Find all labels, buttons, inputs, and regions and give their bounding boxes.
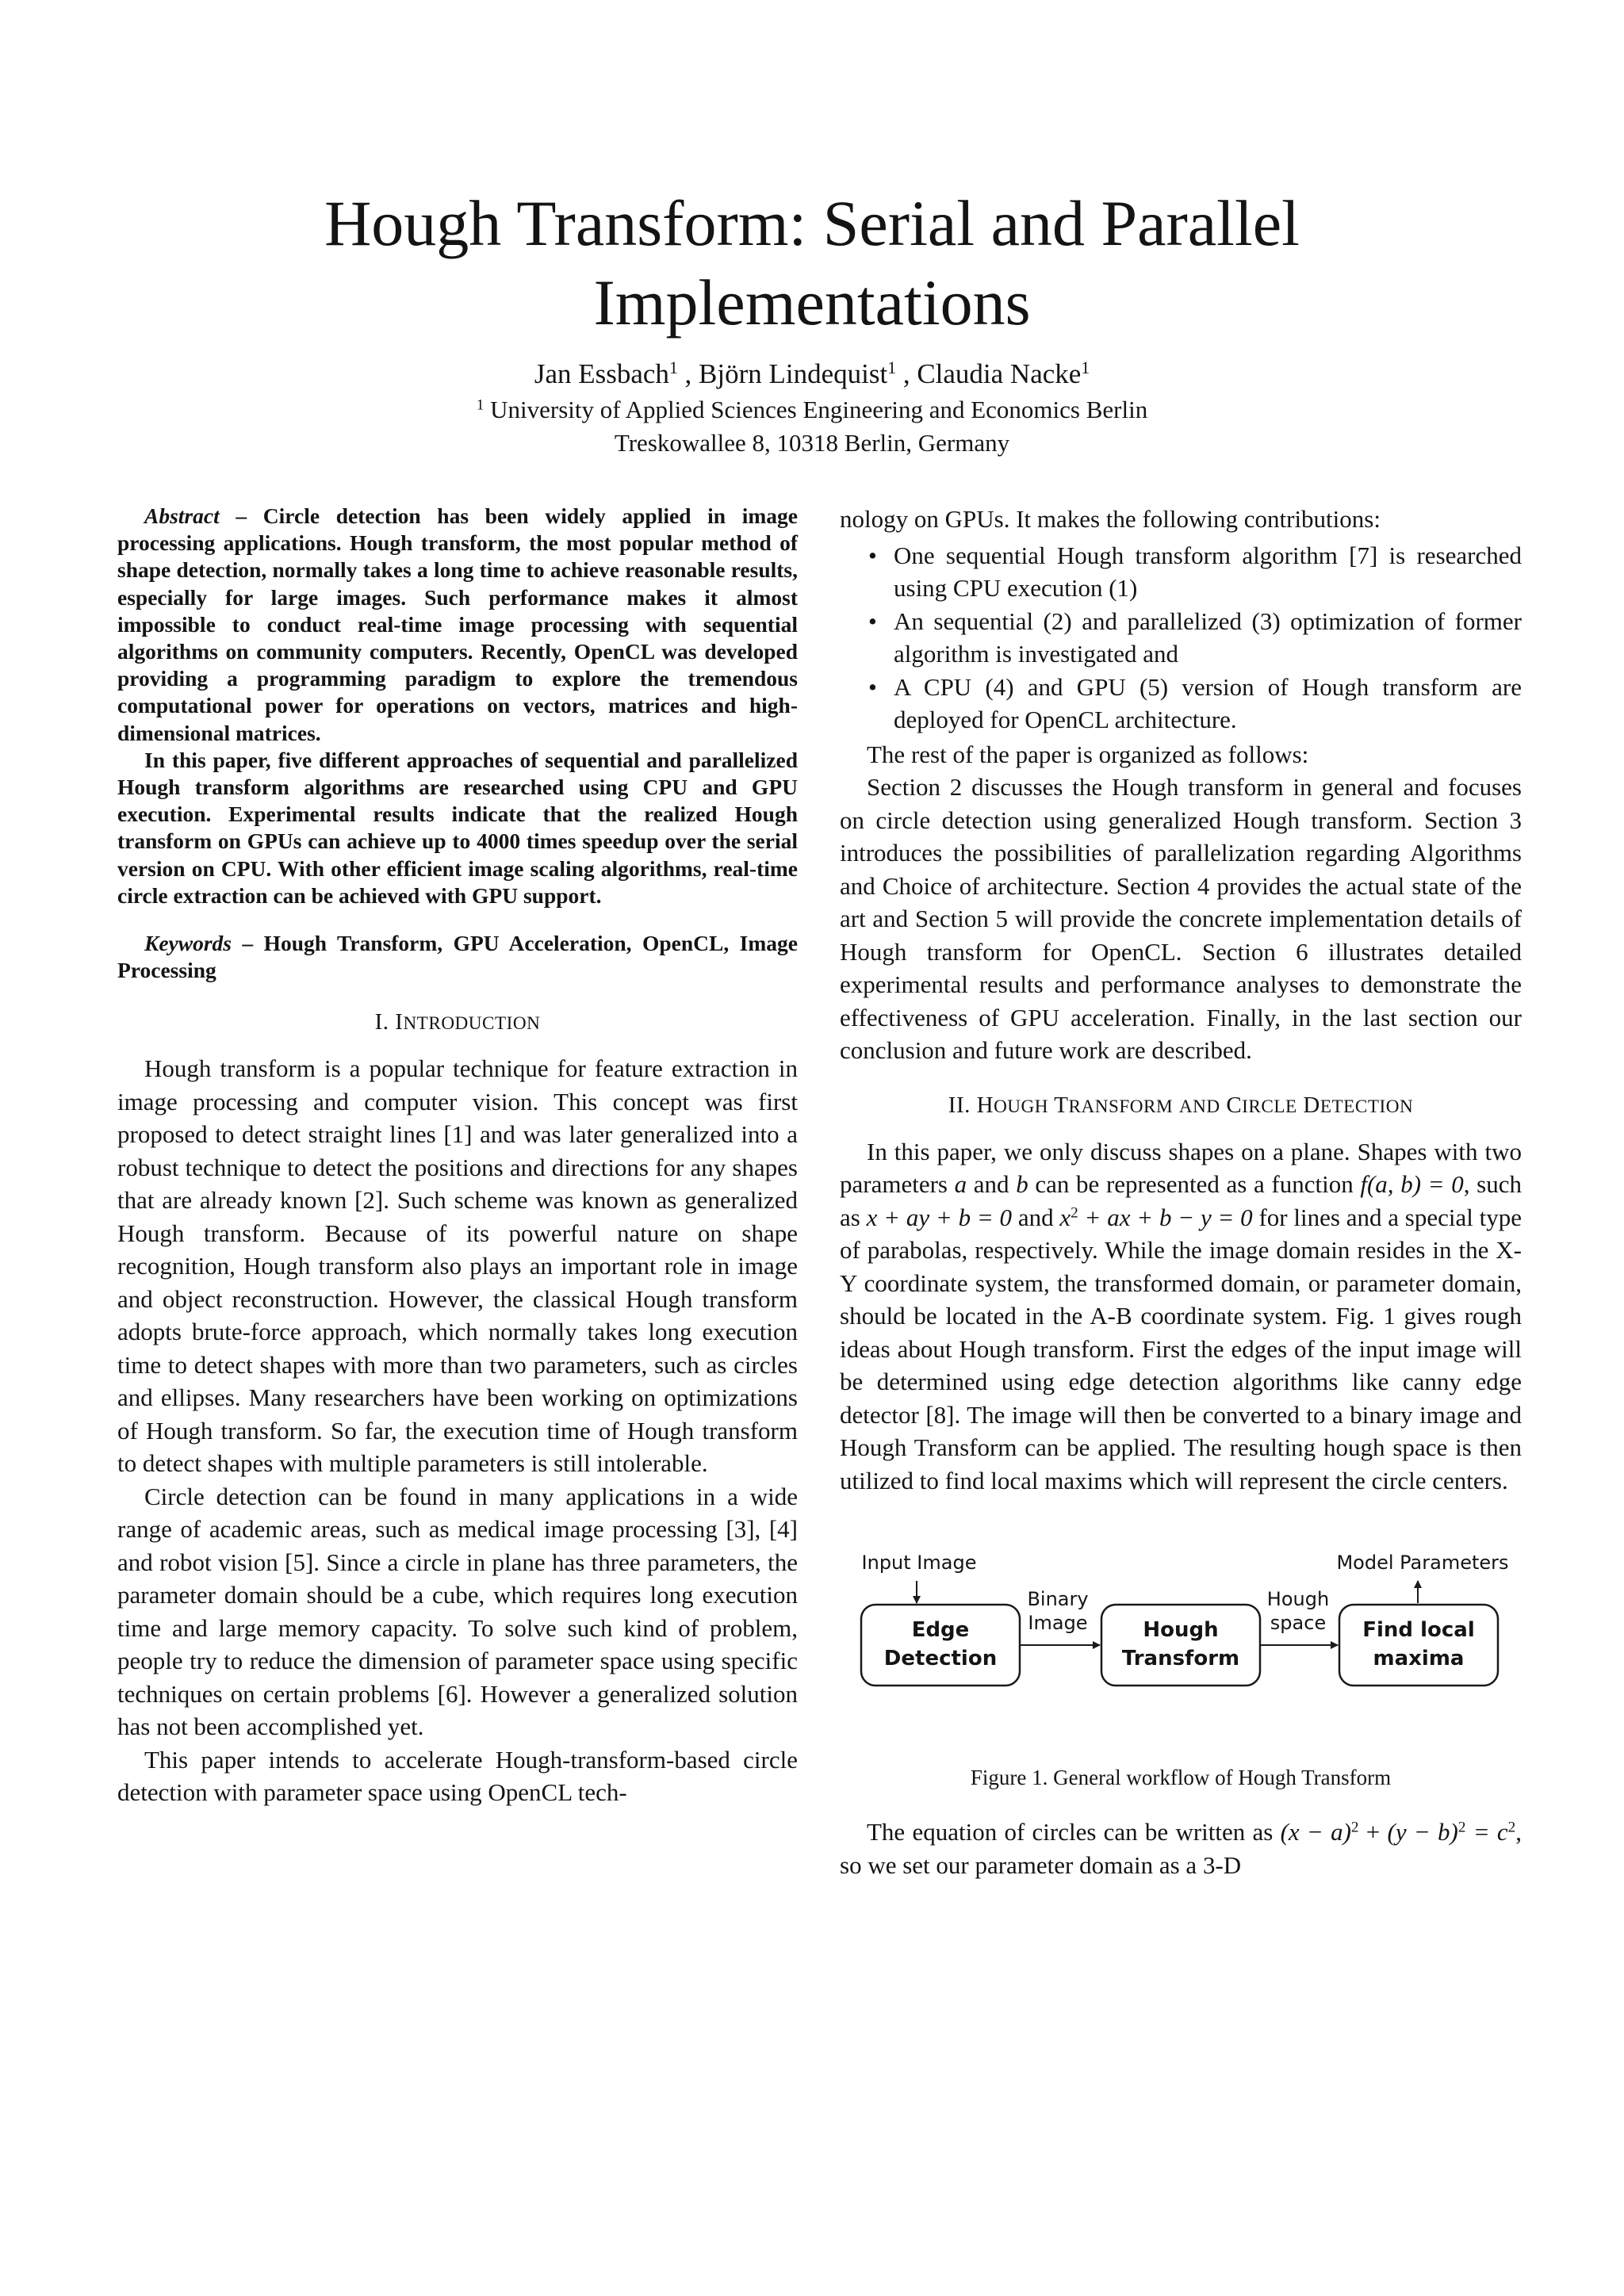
math-exponent: 2 <box>1457 1819 1466 1836</box>
heading-word-rest: ETECTION <box>1320 1096 1414 1117</box>
heading-word-rest: RANSFORM <box>1068 1096 1174 1117</box>
math-operator: + <box>1358 1818 1388 1846</box>
intro-paragraph-3-continued: nology on GPUs. It makes the following contributions: <box>840 505 1381 533</box>
text-run: , such as <box>840 1170 1522 1231</box>
section-heading-introduction <box>117 1006 798 1039</box>
math-exponent: 2 <box>1350 1819 1359 1836</box>
find-local-maxima-label <box>1339 1616 1498 1673</box>
heading-word-rest: IRCLE <box>1242 1096 1297 1117</box>
abstract-label: Abstract <box>144 503 220 528</box>
bullet-glyph: • <box>868 541 877 569</box>
author-list <box>159 357 1465 392</box>
text-run: In this paper, we only discuss shapes on a plane. Shapes with two parameters <box>840 1137 1522 1198</box>
box-label-line: maxima <box>1373 1647 1465 1670</box>
keywords-label: Keywords <box>144 931 232 956</box>
math-var: b <box>1016 1170 1028 1198</box>
hough-paragraph-2 <box>840 1816 1522 1881</box>
model-parameters-label: Model Parameters <box>1336 1552 1509 1574</box>
heading-word-cap: D <box>1303 1092 1320 1118</box>
bullet-glyph: • <box>868 607 877 635</box>
list-item-text: An sequential (2) and parallelized (3) optimization of former algorithm is investigated and <box>894 607 1522 668</box>
keywords-text: Hough Transform, GPU Acceleration, OpenCL, Image Processing <box>117 931 798 983</box>
heading-word-cap: H <box>976 1092 994 1118</box>
box-label-line: Detection <box>883 1647 998 1670</box>
right-column <box>840 503 1522 1881</box>
math-exponent: 2 <box>1507 1819 1516 1836</box>
keywords <box>117 930 798 984</box>
author-separator: , <box>896 358 917 389</box>
heading-word-cap: C <box>1226 1092 1243 1118</box>
section-number: II. <box>948 1092 971 1118</box>
heading-word-rest: OUGH <box>994 1096 1049 1117</box>
title-line-1: Hough Transform: Serial and Parallel <box>324 187 1300 259</box>
affiliation-block <box>159 393 1465 460</box>
box-label-line: Find local <box>1362 1618 1475 1642</box>
intro-paragraph-2: Circle detection can be found in many applications in a wide range of academic areas, such as medical image processing [3], [4] and robot vision [5]. Since a circle in plane has three parameters, the parameter domain should be a cube, which requires long execution time and large memory capacity. To solve such kind of problem, people try to reduce the dimension of parameter space using specific techniques on certain problems [6]. However a generalized solution has not been accomplished yet. <box>117 1482 798 1741</box>
list-item <box>840 605 1522 671</box>
heading-word-cap: T <box>1054 1092 1069 1118</box>
edge-label-line: Image <box>1028 1612 1088 1634</box>
hough-transform-label <box>1101 1616 1260 1673</box>
abstract-paragraph-1 <box>117 503 798 747</box>
text-run: can be represented as a function <box>1028 1170 1361 1198</box>
box-label-line: Hough <box>1143 1618 1219 1642</box>
author-separator: , <box>677 358 699 389</box>
bullet-glyph: • <box>868 672 877 701</box>
hough-paragraph-1 <box>840 1135 1522 1498</box>
math-var: a <box>954 1170 967 1198</box>
keywords-dash: – <box>232 931 264 956</box>
intro-paragraph-5: Section 2 discusses the Hough transform in general and focuses on circle detection using generalized Hough transform. Section 3 introduces the possibilities of parallelization regarding Algorithms and Choice of architecture. Section 4 provides the actual state of the art and Section 5 will provide the concrete implementation details of Hough transform for OpenCL. Section 6 illustrates detailed experimental results and performance analyses to demonstrate the effectiveness of GPU acceleration. Finally, in the last section our conclusion and future work are described. <box>840 773 1522 1064</box>
box-label-line: Edge <box>911 1618 970 1642</box>
abstract-dash: – <box>219 503 263 528</box>
title-line-2: Implementations <box>593 266 1031 339</box>
abstract <box>117 503 798 909</box>
author-affiliation-mark: 1 <box>887 358 897 378</box>
abstract-text-1: Circle detection has been widely applied in image processing applications. Hough transform, the most popular method of shape detection, normally takes a long time to achieve reasonable results, especially for large images. Such performance makes it almost impossible to conduct real-time image processing with sequential algorithms on community computers. Recently, OpenCL was developed providing a programming paradigm to explore the tremendous computational power for operations on vectors, matrices and high-dimensional matrices. <box>117 503 798 745</box>
affiliation-address: Treskowallee 8, 10318 Berlin, Germany <box>614 429 1010 457</box>
section-heading-hough <box>840 1089 1522 1123</box>
math-equation: (x − a) <box>1280 1818 1351 1846</box>
math-exponent: 2 <box>1071 1203 1078 1221</box>
edge-detection-label <box>861 1616 1020 1673</box>
section-number: I. <box>374 1009 389 1035</box>
left-column <box>117 503 798 1809</box>
text-run: and <box>1012 1203 1060 1231</box>
math-equation: x + ay + b = 0 <box>866 1203 1013 1231</box>
list-item <box>840 671 1522 737</box>
figure-1-caption: Figure 1. General workflow of Hough Transform <box>970 1766 1392 1789</box>
intro-paragraph-3: This paper intends to accelerate Hough-transform-based circle detection with parameter space using OpenCL tech- <box>117 1745 798 1807</box>
author-name: Jan Essbach <box>534 358 669 389</box>
edge-label-line: Binary <box>1027 1588 1089 1610</box>
author-name: Björn Lindequist <box>699 358 888 389</box>
edge-label-line: Hough <box>1266 1588 1330 1610</box>
abstract-paragraph-2: In this paper, five different approaches of sequential and parallelized Hough transform algorithms are researched using CPU and GPU execution. Experimental results indicate that the realized Hough transform on GPUs can achieve up to 4000 times speedup over the serial version on CPU. With other efficient image scaling algorithms, real-time circle extraction can be achieved with GPU support. <box>117 747 798 908</box>
author-affiliation-mark: 1 <box>1081 358 1090 378</box>
author-name: Claudia Nacke <box>917 358 1082 389</box>
input-image-label: Input Image <box>861 1552 977 1574</box>
text-run: The equation of circles can be written as <box>867 1818 1281 1846</box>
math-equation: = c <box>1465 1818 1508 1846</box>
text-run: and <box>967 1170 1017 1198</box>
text-run: , so we set our parameter domain as a 3-D <box>840 1818 1522 1879</box>
binary-image-edge-label <box>1014 1587 1101 1635</box>
section-title-cap: I <box>395 1009 404 1035</box>
text-run: for lines and a special type of parabolas, respectively. While the image domain resides in the X-Y coordinate system, the transformed domain, or parameter domain, should be located in the A-B coordinate system. Fig. 1 gives rough ideas about Hough transform. First the edges of the input image will be determined using edge detection algorithms like canny edge detector [8]. The image will then be converted to a binary image and Hough Transform can be applied. The resulting hough space is then utilized to find local maxims which will represent the circle centers. <box>840 1203 1522 1494</box>
section-title-rest: NTRODUCTION <box>403 1013 541 1035</box>
author-affiliation-mark: 1 <box>668 358 678 378</box>
math-equation: f(a, b) = 0 <box>1360 1170 1464 1198</box>
paper-title <box>159 184 1465 342</box>
contribution-list <box>840 539 1522 737</box>
affiliation-name: University of Applied Sciences Engineering and Economics Berlin <box>490 396 1148 423</box>
hough-space-edge-label <box>1258 1587 1338 1635</box>
list-item-text: One sequential Hough transform algorithm [7] is researched using CPU execution (1) <box>894 541 1522 602</box>
box-label-line: Transform <box>1121 1647 1240 1670</box>
math-equation: x <box>1059 1203 1071 1231</box>
list-item-text: A CPU (4) and GPU (5) version of Hough transform are deployed for OpenCL architecture. <box>894 672 1522 733</box>
figure-1-workflow <box>840 1538 1522 1736</box>
list-item <box>840 539 1522 605</box>
math-equation: (y − b) <box>1387 1818 1458 1846</box>
intro-paragraph-4: The rest of the paper is organized as follows: <box>867 740 1309 768</box>
affiliation-mark: 1 <box>476 396 485 414</box>
intro-paragraph-1: Hough transform is a popular technique for feature extraction in image processing and computer vision. This concept was first proposed to detect straight lines [1] and was later generalized into a robust technique to detect the positions and directions for any shapes that are already known [2]. Such scheme was known as generalized Hough transform. Because of its powerful nature on shape recognition, Hough transform also plays an important role in image and object reconstruction. However, the classical Hough transform adopts brute-force approach, which normally takes long execution time to detect shapes with more than two parameters, such as circles and ellipses. Many researchers have been working on optimizations of Hough transform. So far, the execution time of Hough transform to detect shapes with multiple parameters is still intolerable. <box>117 1054 798 1478</box>
math-equation: + ax + b − y = 0 <box>1078 1203 1253 1231</box>
edge-label-line: space <box>1270 1612 1327 1634</box>
heading-word: AND <box>1178 1096 1220 1117</box>
